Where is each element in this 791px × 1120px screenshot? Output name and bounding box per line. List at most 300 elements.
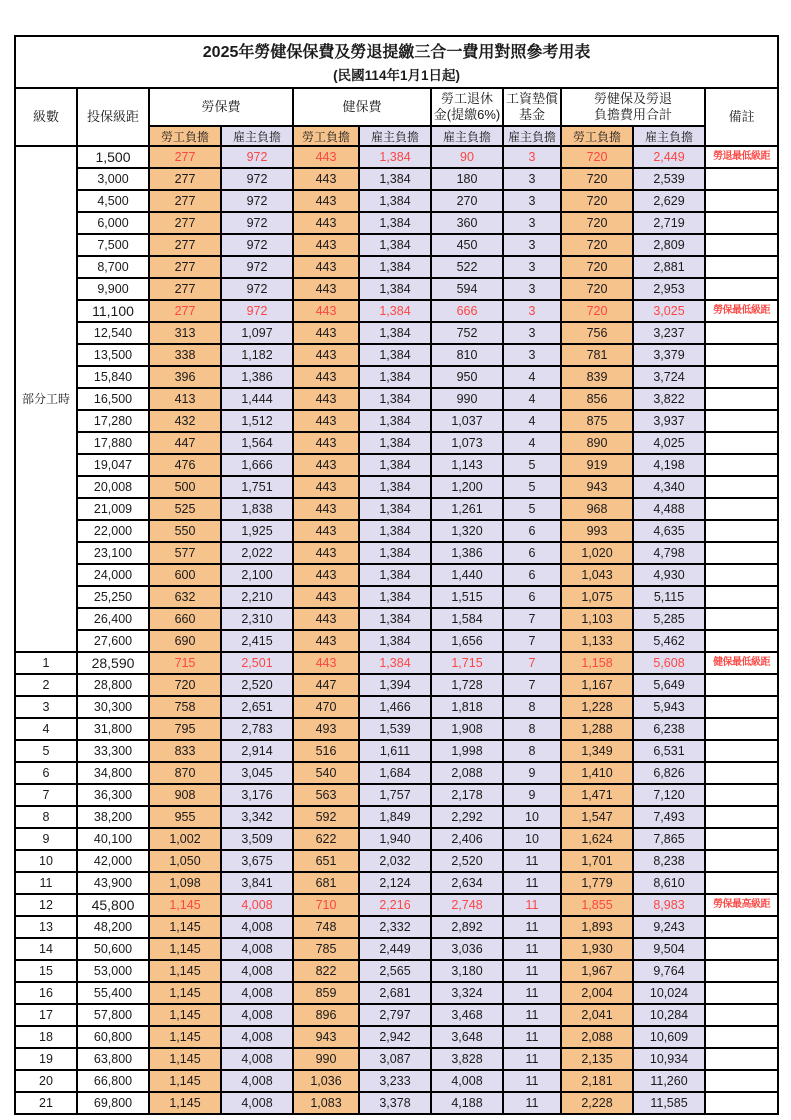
labor-employee-cell: 577 [149, 542, 221, 564]
health-employee-cell: 443 [293, 278, 359, 300]
pension-employer-cell: 752 [431, 322, 503, 344]
health-employer-cell: 2,942 [359, 1026, 431, 1048]
total-employee-cell: 1,624 [561, 828, 633, 850]
note-cell [705, 278, 778, 300]
health-employee-cell: 443 [293, 366, 359, 388]
salary-cell: 30,300 [77, 696, 149, 718]
labor-employer-cell: 3,176 [221, 784, 293, 806]
salary-cell: 60,800 [77, 1026, 149, 1048]
table-row [15, 1026, 778, 1048]
total-employee-cell: 720 [561, 146, 633, 168]
pension-header-line1: 勞工退休 [440, 91, 493, 106]
total-employee-cell: 2,088 [561, 1026, 633, 1048]
labor-employee-cell: 660 [149, 608, 221, 630]
labor-employer-cell: 1,512 [221, 410, 293, 432]
header-group-row [15, 88, 778, 126]
salary-cell: 25,250 [77, 586, 149, 608]
level-cell: 19 [15, 1048, 77, 1070]
health-employer-cell: 2,216 [359, 894, 431, 916]
labor-employee-cell: 870 [149, 762, 221, 784]
level-cell: 8 [15, 806, 77, 828]
health-employer-cell: 2,797 [359, 1004, 431, 1026]
pension-employer-cell: 1,656 [431, 630, 503, 652]
health-employer-cell: 2,449 [359, 938, 431, 960]
total-employee-cell: 720 [561, 256, 633, 278]
health-employer-cell: 1,384 [359, 366, 431, 388]
health-employer-cell: 1,384 [359, 190, 431, 212]
health-employer-cell: 1,384 [359, 520, 431, 542]
salary-cell: 42,000 [77, 850, 149, 872]
health-employer-cell: 1,611 [359, 740, 431, 762]
total-employer-cell: 8,983 [633, 894, 705, 916]
total-employee-cell: 968 [561, 498, 633, 520]
labor-employee-cell: 277 [149, 300, 221, 322]
wage-fund-employer-cell: 8 [503, 718, 561, 740]
level-cell: 9 [15, 828, 77, 850]
health-employer-cell: 1,384 [359, 630, 431, 652]
salary-cell: 34,800 [77, 762, 149, 784]
salary-cell: 45,800 [77, 894, 149, 916]
pension-employer-cell: 1,908 [431, 718, 503, 740]
table-row [15, 476, 778, 498]
wage-fund-employer-cell: 8 [503, 696, 561, 718]
labor-employer-cell: 4,008 [221, 960, 293, 982]
salary-cell: 21,009 [77, 498, 149, 520]
total-employee-cell: 1,410 [561, 762, 633, 784]
labor-employee-cell: 277 [149, 234, 221, 256]
total-employee-cell: 1,701 [561, 850, 633, 872]
health-employer-cell: 1,757 [359, 784, 431, 806]
salary-cell: 26,400 [77, 608, 149, 630]
health-employee-cell: 443 [293, 454, 359, 476]
salary-cell: 19,047 [77, 454, 149, 476]
labor-employer-cell: 1,925 [221, 520, 293, 542]
total-employee-cell: 1,103 [561, 608, 633, 630]
wage-fund-employer-cell: 3 [503, 300, 561, 322]
note-cell [705, 828, 778, 850]
wage-fund-employer-cell: 11 [503, 916, 561, 938]
pension-employer-cell: 1,143 [431, 454, 503, 476]
total-employee-cell: 2,004 [561, 982, 633, 1004]
health-employee-cell: 443 [293, 300, 359, 322]
total-employee-cell: 1,133 [561, 630, 633, 652]
note-cell [705, 520, 778, 542]
wage-fund-employer-cell: 9 [503, 784, 561, 806]
note-cell [705, 388, 778, 410]
pension-employer-cell: 1,728 [431, 674, 503, 696]
total-employer-cell: 7,120 [633, 784, 705, 806]
total-employer-cell: 2,809 [633, 234, 705, 256]
labor-employee-cell: 1,145 [149, 1026, 221, 1048]
wage-fund-employer-cell: 11 [503, 1004, 561, 1026]
labor-employee-cell: 313 [149, 322, 221, 344]
wage-fund-employer-cell: 3 [503, 146, 561, 168]
level-cell: 7 [15, 784, 77, 806]
health-employer-cell: 1,384 [359, 344, 431, 366]
wage-fund-employer-cell: 11 [503, 938, 561, 960]
health-employee-cell: 540 [293, 762, 359, 784]
salary-cell: 4,500 [77, 190, 149, 212]
note-cell [705, 784, 778, 806]
health-employee-cell: 443 [293, 344, 359, 366]
total-header-line2: 負擔費用合計 [593, 107, 672, 122]
table-row [15, 1092, 778, 1114]
col-header-salary: 投保級距 [77, 88, 149, 146]
labor-employee-cell: 525 [149, 498, 221, 520]
total-employee-cell: 890 [561, 432, 633, 454]
salary-cell: 23,100 [77, 542, 149, 564]
total-employee-cell: 1,471 [561, 784, 633, 806]
total-employer-cell: 10,284 [633, 1004, 705, 1026]
pension-employer-cell: 270 [431, 190, 503, 212]
total-employee-cell: 720 [561, 300, 633, 322]
title-block [15, 36, 778, 88]
pension-employer-cell: 2,892 [431, 916, 503, 938]
level-cell: 20 [15, 1070, 77, 1092]
salary-cell: 17,880 [77, 432, 149, 454]
col-header-note: 備註 [705, 88, 778, 146]
total-employer-cell: 10,024 [633, 982, 705, 1004]
labor-employee-cell: 1,145 [149, 982, 221, 1004]
health-employer-cell: 1,384 [359, 278, 431, 300]
health-employee-cell: 443 [293, 322, 359, 344]
labor-employer-cell: 972 [221, 146, 293, 168]
wage-fund-header-line2: 基金 [518, 107, 545, 122]
total-employee-cell: 720 [561, 168, 633, 190]
total-employer-cell: 3,822 [633, 388, 705, 410]
pension-employer-cell: 1,584 [431, 608, 503, 630]
salary-cell: 36,300 [77, 784, 149, 806]
labor-employer-cell: 1,097 [221, 322, 293, 344]
labor-employer-cell: 2,651 [221, 696, 293, 718]
table-row [15, 916, 778, 938]
salary-cell: 31,800 [77, 718, 149, 740]
salary-cell: 69,800 [77, 1092, 149, 1114]
total-employee-cell: 2,135 [561, 1048, 633, 1070]
labor-employer-cell: 4,008 [221, 916, 293, 938]
pension-employer-cell: 4,188 [431, 1092, 503, 1114]
labor-employee-cell: 447 [149, 432, 221, 454]
pension-employer-cell: 1,320 [431, 520, 503, 542]
note-cell [705, 982, 778, 1004]
salary-cell: 43,900 [77, 872, 149, 894]
pension-employer-cell: 2,520 [431, 850, 503, 872]
health-employee-cell: 516 [293, 740, 359, 762]
labor-employee-cell: 1,145 [149, 1070, 221, 1092]
health-employee-cell: 493 [293, 718, 359, 740]
total-employer-cell: 3,724 [633, 366, 705, 388]
salary-cell: 33,300 [77, 740, 149, 762]
labor-employer-cell: 2,310 [221, 608, 293, 630]
pension-employer-cell: 1,998 [431, 740, 503, 762]
total-employee-cell: 839 [561, 366, 633, 388]
total-employer-cell: 11,260 [633, 1070, 705, 1092]
salary-cell: 1,500 [77, 146, 149, 168]
col-header-level: 級數 [15, 88, 77, 146]
note-cell [705, 256, 778, 278]
labor-employee-cell: 1,050 [149, 850, 221, 872]
total-employer-cell: 8,238 [633, 850, 705, 872]
labor-employer-cell: 3,675 [221, 850, 293, 872]
labor-employee-cell: 1,145 [149, 1092, 221, 1114]
salary-cell: 48,200 [77, 916, 149, 938]
health-employer-cell: 1,384 [359, 652, 431, 674]
note-cell [705, 740, 778, 762]
labor-employer-cell: 2,210 [221, 586, 293, 608]
labor-employer-cell: 3,342 [221, 806, 293, 828]
labor-employer-cell: 2,501 [221, 652, 293, 674]
salary-cell: 22,000 [77, 520, 149, 542]
labor-employee-cell: 277 [149, 278, 221, 300]
table-row [15, 872, 778, 894]
note-cell [705, 190, 778, 212]
pension-employer-subheader: 雇主負擔 [431, 126, 503, 146]
pension-employer-cell: 180 [431, 168, 503, 190]
note-cell [705, 476, 778, 498]
health-employee-cell: 990 [293, 1048, 359, 1070]
labor-employer-cell: 972 [221, 300, 293, 322]
table-row [15, 828, 778, 850]
labor-employee-cell: 277 [149, 190, 221, 212]
total-employer-cell: 4,340 [633, 476, 705, 498]
salary-cell: 53,000 [77, 960, 149, 982]
table-row [15, 784, 778, 806]
labor-employer-cell: 1,386 [221, 366, 293, 388]
col-header-total [561, 88, 705, 126]
total-employee-cell: 919 [561, 454, 633, 476]
health-employer-cell: 1,384 [359, 410, 431, 432]
health-employee-cell: 822 [293, 960, 359, 982]
salary-cell: 3,000 [77, 168, 149, 190]
labor-employee-cell: 277 [149, 212, 221, 234]
table-body [15, 146, 778, 1114]
labor-employee-cell: 413 [149, 388, 221, 410]
col-header-pension [431, 88, 503, 126]
level-cell: 4 [15, 718, 77, 740]
health-employee-cell: 443 [293, 652, 359, 674]
total-employer-cell: 8,610 [633, 872, 705, 894]
labor-employer-cell: 972 [221, 278, 293, 300]
note-cell [705, 674, 778, 696]
total-employee-cell: 1,228 [561, 696, 633, 718]
pension-employer-cell: 2,634 [431, 872, 503, 894]
wage-fund-employer-cell: 3 [503, 278, 561, 300]
total-employer-cell: 6,238 [633, 718, 705, 740]
health-employer-cell: 2,565 [359, 960, 431, 982]
table-row [15, 366, 778, 388]
note-cell [705, 1092, 778, 1114]
pension-employer-cell: 2,088 [431, 762, 503, 784]
note-cell [705, 696, 778, 718]
health-employer-cell: 1,384 [359, 212, 431, 234]
salary-cell: 20,008 [77, 476, 149, 498]
total-employer-cell: 2,539 [633, 168, 705, 190]
note-cell [705, 498, 778, 520]
health-employee-cell: 785 [293, 938, 359, 960]
table-row [15, 234, 778, 256]
wage-fund-employer-cell: 11 [503, 850, 561, 872]
health-employer-cell: 1,384 [359, 608, 431, 630]
wage-fund-employer-cell: 5 [503, 498, 561, 520]
note-cell [705, 168, 778, 190]
health-employer-cell: 1,384 [359, 168, 431, 190]
labor-employee-cell: 432 [149, 410, 221, 432]
level-cell: 1 [15, 652, 77, 674]
wage-fund-employer-cell: 11 [503, 982, 561, 1004]
title-row [15, 36, 778, 88]
wage-fund-employer-cell: 6 [503, 542, 561, 564]
level-cell: 11 [15, 872, 77, 894]
total-employer-cell: 9,243 [633, 916, 705, 938]
labor-employee-cell: 715 [149, 652, 221, 674]
level-cell: 17 [15, 1004, 77, 1026]
health-employee-cell: 710 [293, 894, 359, 916]
labor-employee-cell: 277 [149, 168, 221, 190]
wage-fund-employer-cell: 3 [503, 168, 561, 190]
salary-cell: 63,800 [77, 1048, 149, 1070]
total-employee-cell: 720 [561, 234, 633, 256]
level-cell: 14 [15, 938, 77, 960]
table-row [15, 168, 778, 190]
pension-employer-cell: 810 [431, 344, 503, 366]
note-cell [705, 762, 778, 784]
total-employee-cell: 1,288 [561, 718, 633, 740]
labor-employee-cell: 690 [149, 630, 221, 652]
salary-cell: 57,800 [77, 1004, 149, 1026]
salary-cell: 16,500 [77, 388, 149, 410]
health-employee-cell: 651 [293, 850, 359, 872]
note-cell [705, 938, 778, 960]
table-row [15, 1070, 778, 1092]
wage-fund-employer-cell: 3 [503, 212, 561, 234]
health-employer-cell: 1,384 [359, 388, 431, 410]
pension-employer-cell: 3,648 [431, 1026, 503, 1048]
labor-employer-cell: 2,022 [221, 542, 293, 564]
total-employee-cell: 1,167 [561, 674, 633, 696]
total-employer-cell: 4,488 [633, 498, 705, 520]
pension-employer-cell: 1,515 [431, 586, 503, 608]
health-employee-cell: 1,083 [293, 1092, 359, 1114]
total-employee-subheader: 勞工負擔 [561, 126, 633, 146]
labor-employer-cell: 4,008 [221, 982, 293, 1004]
total-employer-cell: 6,826 [633, 762, 705, 784]
note-cell [705, 872, 778, 894]
salary-cell: 15,840 [77, 366, 149, 388]
total-employee-cell: 943 [561, 476, 633, 498]
pension-employer-cell: 2,748 [431, 894, 503, 916]
total-employer-cell: 2,953 [633, 278, 705, 300]
salary-cell: 27,600 [77, 630, 149, 652]
health-employee-cell: 681 [293, 872, 359, 894]
wage-fund-employer-cell: 4 [503, 410, 561, 432]
wage-fund-employer-cell: 5 [503, 454, 561, 476]
pension-employer-cell: 594 [431, 278, 503, 300]
total-employee-cell: 720 [561, 212, 633, 234]
labor-employee-cell: 720 [149, 674, 221, 696]
total-employee-cell: 720 [561, 190, 633, 212]
page-title: 2025年勞健保保費及勞退提繳三合一費用對照參考用表 [202, 43, 591, 61]
table-row [15, 762, 778, 784]
health-employer-cell: 1,384 [359, 586, 431, 608]
wage-fund-employer-cell: 8 [503, 740, 561, 762]
pension-employer-cell: 3,180 [431, 960, 503, 982]
total-employee-cell: 1,547 [561, 806, 633, 828]
table-row [15, 586, 778, 608]
wage-fund-employer-cell: 10 [503, 828, 561, 850]
labor-employee-cell: 955 [149, 806, 221, 828]
total-employee-cell: 1,075 [561, 586, 633, 608]
labor-employee-cell: 550 [149, 520, 221, 542]
total-employee-cell: 2,228 [561, 1092, 633, 1114]
level-cell: 2 [15, 674, 77, 696]
total-employer-cell: 2,719 [633, 212, 705, 234]
health-employee-cell: 859 [293, 982, 359, 1004]
salary-cell: 17,280 [77, 410, 149, 432]
wage-fund-employer-cell: 4 [503, 432, 561, 454]
total-employer-cell: 4,930 [633, 564, 705, 586]
table-row [15, 674, 778, 696]
level-cell: 15 [15, 960, 77, 982]
table-row [15, 564, 778, 586]
note-cell [705, 410, 778, 432]
pension-employer-cell: 1,037 [431, 410, 503, 432]
health-employee-cell: 443 [293, 256, 359, 278]
pension-employer-cell: 1,818 [431, 696, 503, 718]
note-cell: 健保最低級距 [705, 652, 778, 674]
table-row [15, 850, 778, 872]
pension-employer-cell: 1,386 [431, 542, 503, 564]
health-employee-cell: 443 [293, 168, 359, 190]
table-row [15, 542, 778, 564]
health-employee-cell: 443 [293, 586, 359, 608]
health-employer-cell: 1,684 [359, 762, 431, 784]
labor-employee-cell: 833 [149, 740, 221, 762]
total-employer-cell: 4,198 [633, 454, 705, 476]
total-employer-cell: 6,531 [633, 740, 705, 762]
salary-cell: 40,100 [77, 828, 149, 850]
health-employer-cell: 1,384 [359, 454, 431, 476]
table-row [15, 300, 778, 322]
pension-employer-cell: 1,440 [431, 564, 503, 586]
table-row [15, 454, 778, 476]
labor-employer-cell: 4,008 [221, 1092, 293, 1114]
salary-cell: 13,500 [77, 344, 149, 366]
wage-fund-employer-cell: 7 [503, 608, 561, 630]
health-employer-cell: 1,384 [359, 146, 431, 168]
table-row [15, 432, 778, 454]
labor-employee-cell: 277 [149, 146, 221, 168]
total-employee-cell: 1,779 [561, 872, 633, 894]
table-row [15, 652, 778, 674]
wage-fund-employer-cell: 3 [503, 256, 561, 278]
pension-employer-cell: 666 [431, 300, 503, 322]
total-employer-cell: 5,608 [633, 652, 705, 674]
note-cell: 勞保最高級距 [705, 894, 778, 916]
table-row [15, 696, 778, 718]
labor-employee-cell: 1,145 [149, 938, 221, 960]
labor-employer-cell: 972 [221, 234, 293, 256]
page-subtitle: (民國114年1月1日起) [333, 67, 460, 83]
level-cell-part-time: 部分工時 [15, 146, 77, 652]
wage-fund-header-line1: 工資墊償 [505, 91, 558, 106]
health-employee-cell: 443 [293, 476, 359, 498]
wage-fund-employer-cell: 6 [503, 586, 561, 608]
wage-fund-employer-cell: 3 [503, 234, 561, 256]
level-cell: 12 [15, 894, 77, 916]
fee-comparison-table [14, 35, 779, 1115]
health-employer-cell: 3,378 [359, 1092, 431, 1114]
wage-fund-employer-cell: 6 [503, 564, 561, 586]
